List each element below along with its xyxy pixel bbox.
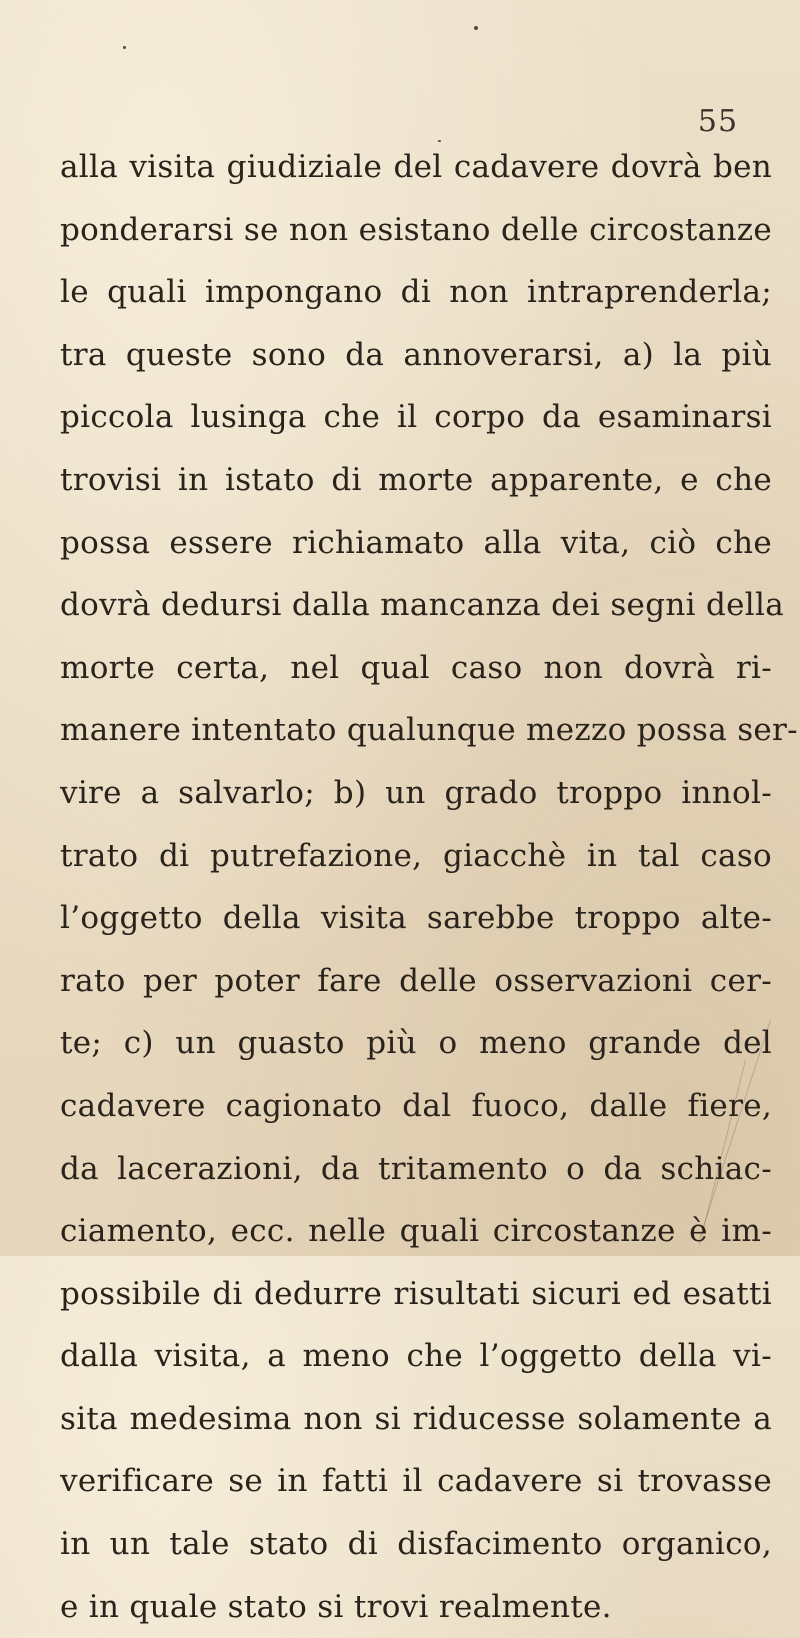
text-line: possibile di dedurre risultati sicuri ed esatti <box>60 1275 772 1312</box>
text-line: sita medesima non si riducesse solamente a <box>60 1400 772 1437</box>
ink-speck <box>123 46 126 49</box>
text-line: tra queste sono da annoverarsi, a) la più <box>60 336 772 373</box>
ink-speck <box>474 26 478 30</box>
text-line: ciamento, ecc. nelle quali circostanze è im- <box>60 1213 772 1250</box>
text-line: cadavere cagionato dal fuoco, dalle fiere, <box>60 1087 772 1124</box>
text-line: trovisi in istato di morte apparente, e che <box>60 461 772 498</box>
text-line: le quali impongano di non intraprenderla; <box>60 274 772 311</box>
text-line: in un tale stato di disfacimento organico, <box>60 1526 772 1563</box>
text-line: dalla visita, a meno che l’oggetto della vi- <box>60 1338 772 1375</box>
text-line: verificare se in fatti il cadavere si trovasse <box>60 1463 772 1500</box>
text-line: trato di putrefazione, giacchè in tal caso <box>60 837 772 874</box>
page-number: 55 <box>697 104 739 139</box>
text-line: da lacerazioni, da tritamento o da schiac- <box>60 1150 772 1187</box>
text-line: morte certa, nel qual caso non dovrà ri- <box>60 649 772 686</box>
text-line: te; c) un guasto più o meno grande del <box>60 1025 772 1062</box>
text-line: piccola lusinga che il corpo da esaminarsi <box>60 399 772 436</box>
text-line: manere intentato qualunque mezzo possa ser- <box>60 712 798 749</box>
text-line: l’oggetto della visita sarebbe troppo alte- <box>60 900 772 937</box>
text-line: alla visita giudiziale del cadavere dovrà ben <box>60 149 772 185</box>
body-text <box>60 136 798 1638</box>
text-line: possa essere richiamato alla vita, ciò che <box>60 524 772 561</box>
text-line-last: e in quale stato si trovi realmente. <box>60 1588 612 1625</box>
text-line: vire a salvarlo; b) un grado troppo innol- <box>60 774 772 811</box>
text-line: ponderarsi se non esistano delle circostanze <box>60 211 772 248</box>
text-line: dovrà dedursi dalla mancanza dei segni della <box>60 587 784 624</box>
text-line: rato per poter fare delle osservazioni cer- <box>60 962 772 999</box>
